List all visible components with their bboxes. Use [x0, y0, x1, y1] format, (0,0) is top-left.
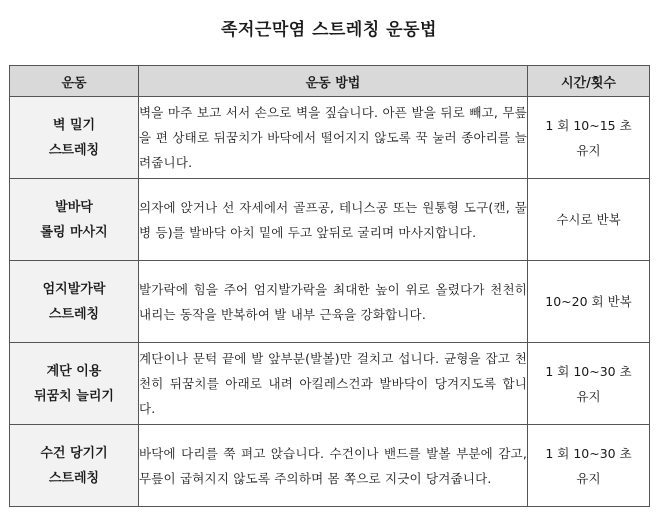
- exercise-name-line: 스트레칭: [48, 306, 100, 322]
- exercise-method-cell: 계단이나 문턱 끝에 발 앞부분(발볼)만 걸치고 섭니다. 균형을 잡고 천천히 뒤꿈치를 아래로 내려 아킬레스건과 발바닥이 당겨지도록 합니다.: [139, 343, 528, 425]
- exercise-name-line: 스트레칭: [48, 470, 100, 486]
- exercise-method-cell: 발가락에 힘을 주어 엄지발가락을 최대한 높이 위로 올렸다가 천천히 내리는 동작을 반복하여 발 내부 근육을 강화합니다.: [139, 261, 528, 343]
- exercise-time-line: 1 회 10~15 초: [545, 117, 632, 133]
- exercise-name-line: 벽 밀기: [52, 117, 96, 133]
- exercise-name-line: 수건 당기기: [40, 445, 108, 461]
- exercise-name-line: 계단 이용: [46, 363, 102, 379]
- header-time: 시간/횟수: [528, 66, 650, 97]
- exercise-name-cell: [10, 179, 139, 261]
- exercise-name-line: 엄지발가락: [42, 281, 106, 297]
- exercise-time-line: 1 회 10~30 초: [545, 445, 632, 461]
- exercise-name-cell: [10, 261, 139, 343]
- exercise-table: [9, 65, 650, 507]
- exercise-time-cell: [528, 343, 650, 425]
- exercise-name-line: 뒤꿈치 늘리기: [34, 388, 114, 404]
- table-row: [10, 179, 650, 261]
- exercise-time-line: 유지: [576, 142, 601, 158]
- exercise-time-line: 수시로 반복: [556, 212, 621, 227]
- exercise-method-cell: 바닥에 다리를 쭉 펴고 앉습니다. 수건이나 밴드를 발볼 부분에 감고, 무릎이 굽혀지지 않도록 주의하며 몸 쪽으로 지긋이 당겨줍니다.: [139, 425, 528, 507]
- header-method: 운동 방법: [139, 66, 528, 97]
- header-exercise: 운동: [10, 66, 139, 97]
- table-row: [10, 97, 650, 179]
- exercise-time-line: 유지: [576, 388, 601, 404]
- exercise-name-line: 발바닥: [55, 199, 93, 215]
- exercise-method-cell: 벽을 마주 보고 서서 손으로 벽을 짚습니다. 아픈 발을 뒤로 빼고, 무릎을 편 상태로 뒤꿈치가 바닥에서 떨어지지 않도록 꾹 눌러 종아리를 늘려줍니다.: [139, 97, 528, 179]
- exercise-time-cell: [528, 425, 650, 507]
- table-header-row: [10, 66, 650, 97]
- table-row: [10, 343, 650, 425]
- exercise-name-line: 롤링 마사지: [40, 224, 108, 240]
- exercise-time-cell: [528, 179, 650, 261]
- exercise-time-line: 1 회 10~30 초: [545, 363, 632, 379]
- table-row: [10, 425, 650, 507]
- exercise-method-cell: 의자에 앉거나 선 자세에서 골프공, 테니스공 또는 원통형 도구(캔, 물병 등)를 발바닥 아치 밑에 두고 앞뒤로 굴리며 마사지합니다.: [139, 179, 528, 261]
- exercise-time-cell: [528, 97, 650, 179]
- page-title: 족저근막염 스트레칭 운동법: [221, 20, 437, 40]
- exercise-name-cell: [10, 343, 139, 425]
- exercise-name-cell: [10, 97, 139, 179]
- exercise-name-cell: [10, 425, 139, 507]
- exercise-time-line: 10~20 회 반복: [545, 294, 632, 309]
- exercise-time-cell: [528, 261, 650, 343]
- exercise-name-line: 스트레칭: [48, 142, 100, 158]
- table-row: [10, 261, 650, 343]
- exercise-time-line: 유지: [576, 470, 601, 486]
